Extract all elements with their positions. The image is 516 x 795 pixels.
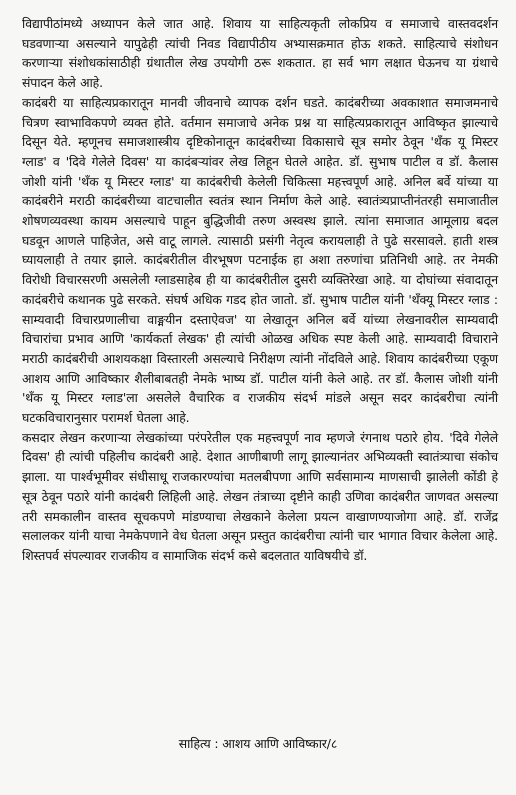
- paragraph-continuation: विद्यापीठांमध्ये अध्यापन केले जात आहे. शिवाय या साहित्यकृती लोकप्रिय व समाजाचे वास्तवदर्शन घडवणाऱ्या असल्याने यापुढेही त्यांची निवड विद्यापीठीय अभ्यासक्रमात होऊ शकते. साहित्याचे संशोधन करणाऱ्या संशोधकांसाठीही ग्रंथातील लेख उपयोगी ठरू शकतात. हा सर्व भाग लक्षात घेऊनच या ग्रंथाचे संपादन केले आहे.: [22, 16, 498, 91]
- paragraph-novel-overview: कादंबरी या साहित्यप्रकारातून मानवी जीवनाचे व्यापक दर्शन घडते. कादंबरीच्या अवकाशात समाजमनाचे चित्रण स्वाभाविकपणे व्यक्त होते. वर्तमान समाजाचे अनेक प्रश्न या साहित्यप्रकारातून आविष्कृत झाल्याचे दिसून येते. म्हणूनच समाजशास्त्रीय दृष्टिकोनातून कादंबरीच्या विकासाचे सूत्र समोर ठेवून 'थँक यू मिस्टर ग्लाड' व 'दिवे गेलेले दिवस' या कादंबऱ्यांवर लेख लिहून घेतले आहेत. डॉ. सुभाष पाटील व डॉ. कैलास जोशी यांनी 'थँक यू मिस्टर ग्लाड' या कादंबरीची केलेली चिकित्सा महत्त्वपूर्ण आहे. अनिल बर्वे यांच्या या कादंबरीने मराठी कादंबरीच्या वाटचालीत स्वतंत्र स्थान निर्माण केले आहे. स्वातंत्र्यप्राप्तीनंतरही समाजातील शोषणव्यवस्था कायम असल्याचे पाहून बुद्धिजीवी तरुण अस्वस्थ झाले. त्यांना समाजात आमूलाग्र बदल घडवून आणले पाहिजेत, असे वाटू लागले. त्यासाठी प्रसंगी नेतृत्व करायलाही ते पुढे सरसावले. हाती शस्त्र घ्यायलाही ते तयार झाले. कादंबरीतील वीरभूषण पटनाईक हा अशा तरुणांचा प्रतिनिधी आहे. तर नेमकी विरोधी विचारसरणी असलेली ग्लाडसाहेब ही या कादंबरीतील दुसरी व्यक्तिरेखा आहे. या दोघांच्या संवादातून कादंबरीचे कथानक पुढे सरकते. संघर्ष अधिक गडद होत जातो. डॉ. सुभाष पाटील यांनी 'थँक्यू मिस्टर ग्लाड : साम्यवादी विचारप्रणालीचा वाङ्मयीन दस्ताऐवज' या लेखातून अनिल बर्वे यांच्या लेखनावरील साम्यवादी विचारांचा प्रभाव आणि 'कार्यकर्ता लेखक' ही त्यांची ओळख अधिक स्पष्ट केली आहे. साम्यवादी विचाराने मराठी कादंबरीची आशयकक्षा विस्तारली असल्याचे निरीक्षण त्यांनी नोंदविले आहे. शिवाय कादंबरीच्या एकूण आशय आणि आविष्कार शैलीबाबतही नेमके भाष्य डॉ. पाटील यांनी केले आहे. तर डॉ. कैलास जोशी यांनी 'थँक यू मिस्टर ग्लाड'ला असलेले वैचारिक व राजकीय संदर्भ मांडले असून सदर कादंबरीचा त्यांनी घटकविचारानुसार परामर्श घेतला आहे.: [22, 94, 498, 426]
- paragraph-pathare-novel: कसदार लेखन करणाऱ्या लेखकांच्या परंपरेतील एक महत्त्वपूर्ण नाव म्हणजे रंगनाथ पठारे होय. 'दिवे गेलेले दिवस' ही त्यांची पहिलीच कादंबरी आहे. देशात आणीबाणी लागू झाल्यानंतर अभिव्यक्ती स्वातंत्र्याचा संकोच झाला. या पार्श्वभूमीवर संधीसाधू राजकारण्यांचा मतलबीपणा आणि सर्वसामान्य माणसाची झालेली कोंडी हे सूत्र ठेवून पठारे यांनी कादंबरी लिहिली आहे. लेखन तंत्राच्या दृष्टीने काही उणिवा कादंबरीत जाणवत असल्या तरी समकालीन वास्तव सूचकपणे मांडण्याचा लेखकाने केलेला प्रयत्न वाखाणण्याजोगा आहे. डॉ. राजेंद्र सलालकर यांनी याचा नेमकेपणाने वेध घेतला असून प्रस्तुत कादंबरीचा त्यांनी चार भागात विचार केलेला आहे. शिस्तपर्व संपल्यावर राजकीय व सामाजिक संदर्भ कसे बदलतात याविषयीचे डॉ.: [22, 429, 498, 563]
- page-footer: साहित्य : आशय आणि आविष्कार/८: [178, 736, 338, 751]
